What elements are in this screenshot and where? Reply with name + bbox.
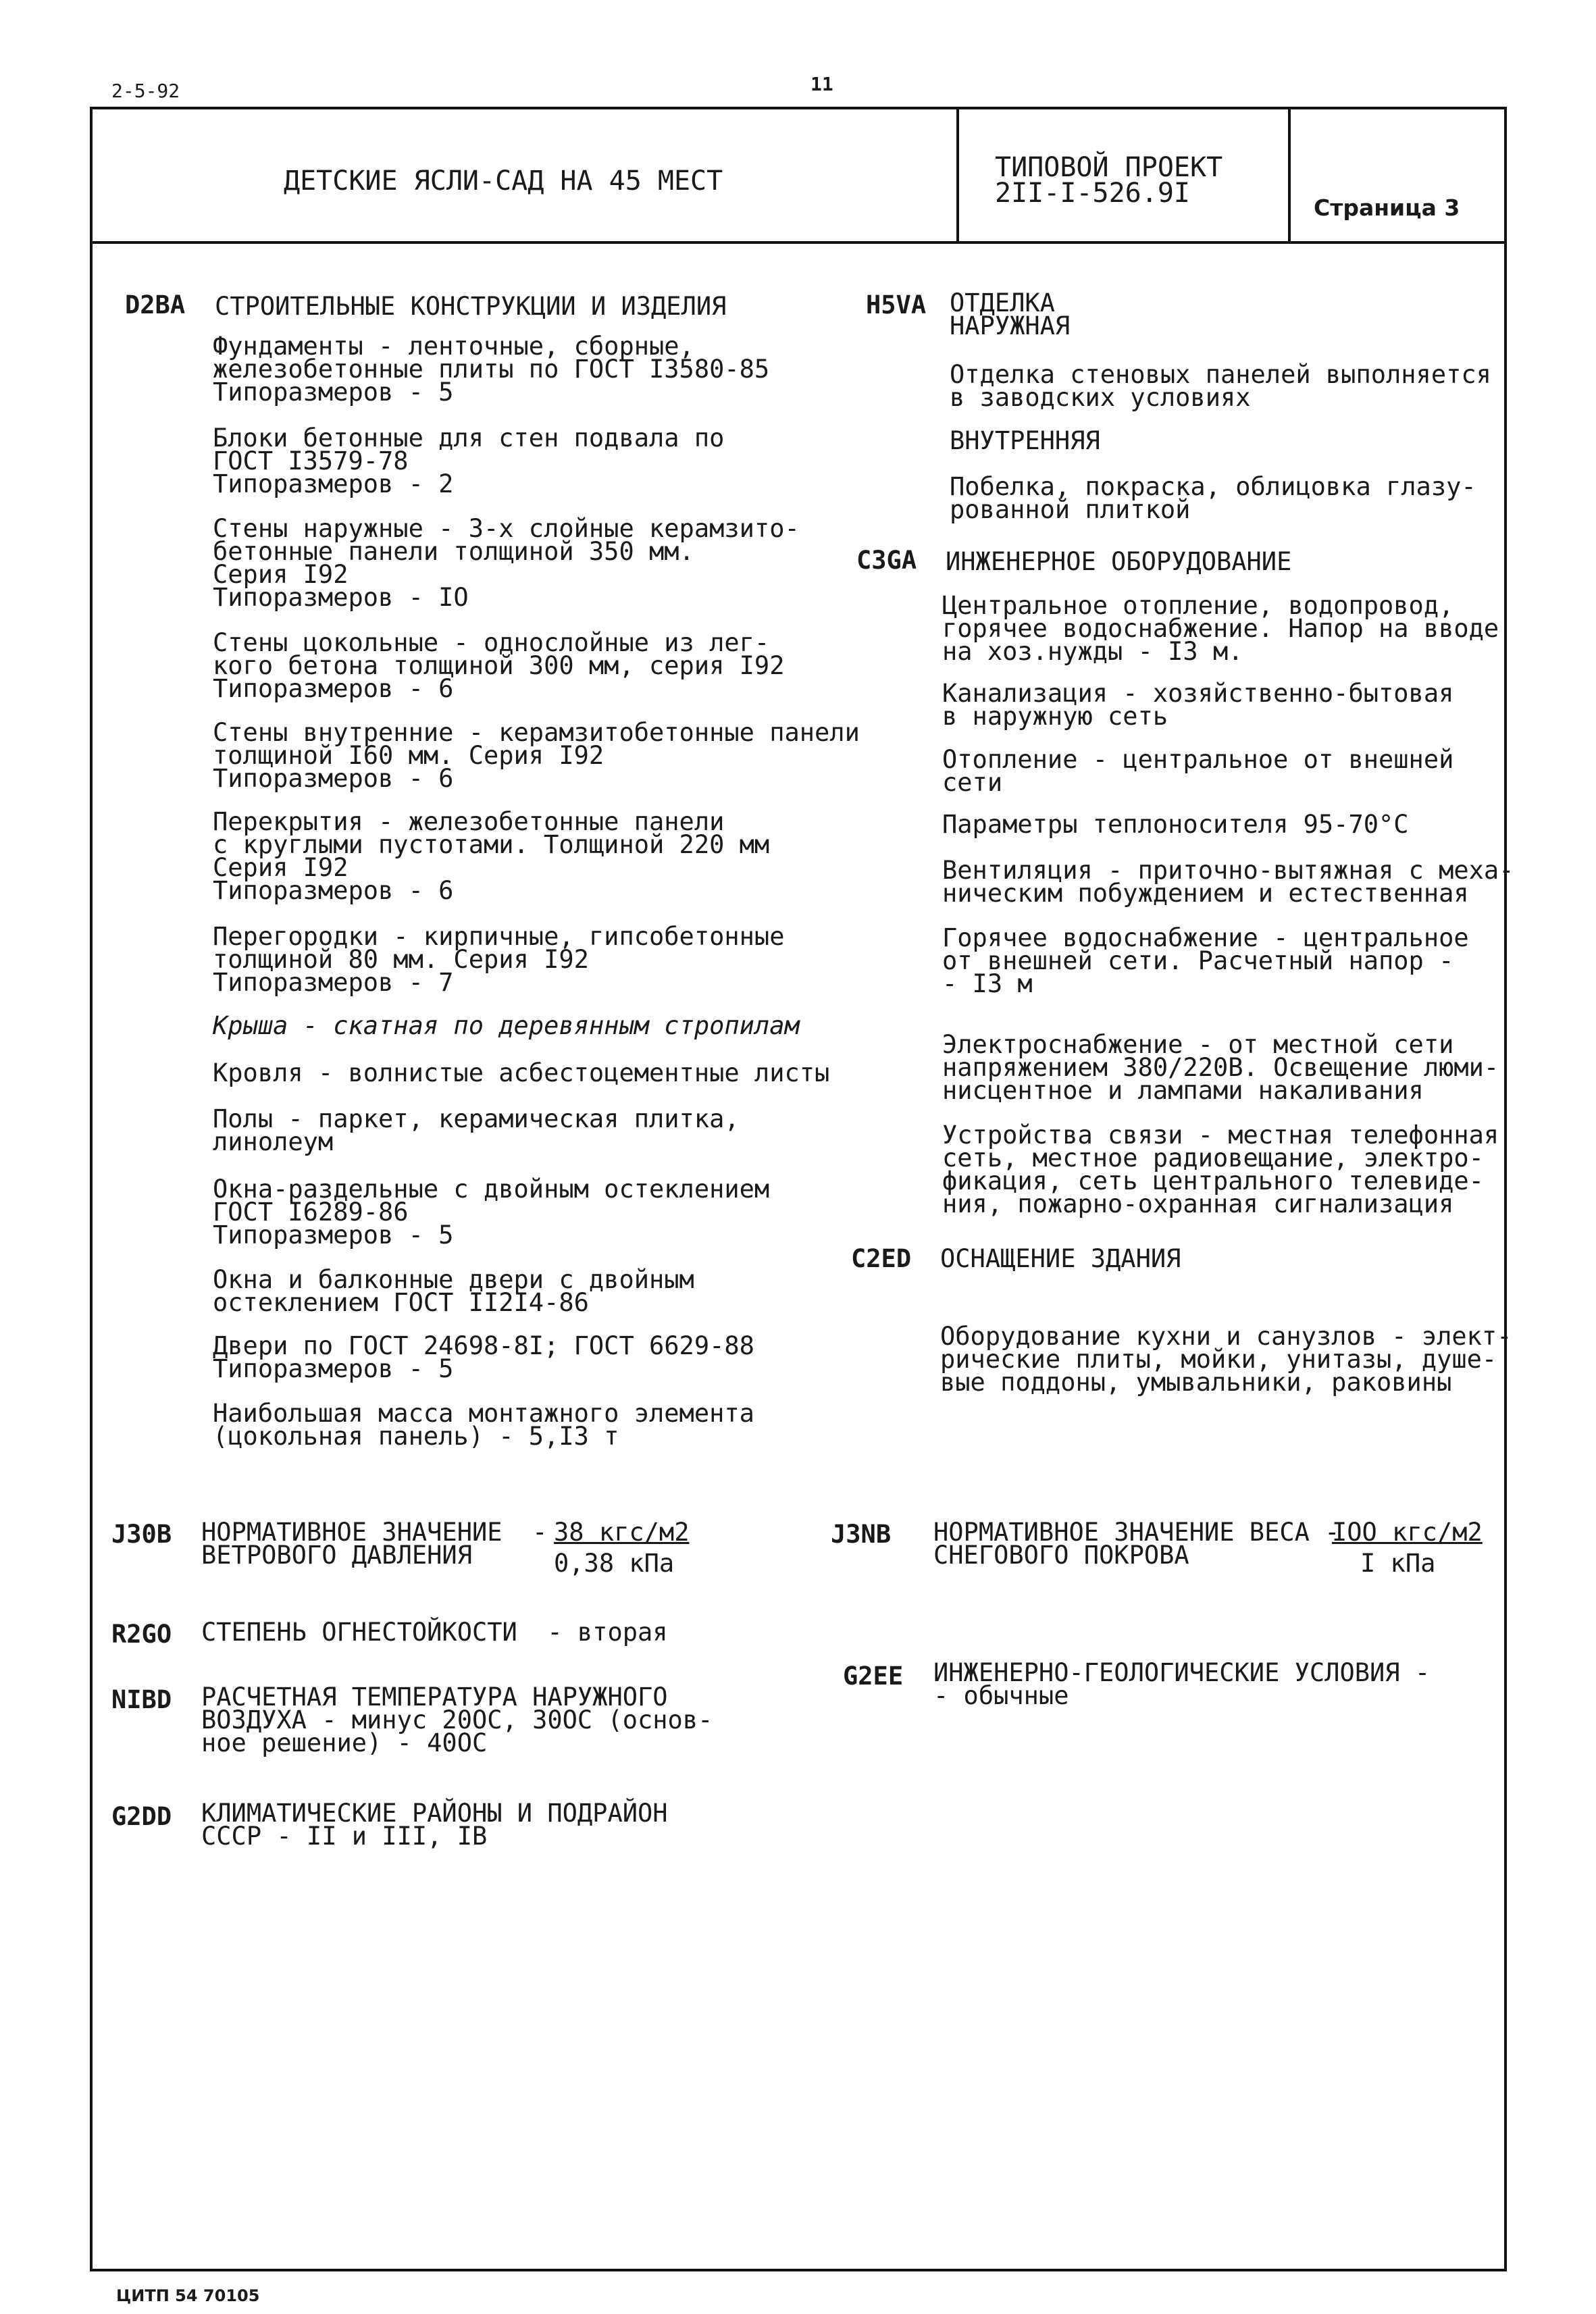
construction-item: Перекрытия - железобетонные панели с круглыми пустотами. Толщиной 220 мм Серия I92 Типоразмеров - 6 <box>213 807 770 905</box>
temperature-label: РАСЧЕТНАЯ ТЕМПЕРАТУРА НАРУЖНОГО ВОЗДУХА - минус 20ОС, 30ОС (основ- ное решение) - 40ОС <box>201 1682 713 1757</box>
engineering-item: Центральное отопление, водопровод, горячее водоснабжение. Напор на вводе на хоз.нужды - I3 м. <box>942 591 1499 666</box>
construction-item: Стены наружные - 3-х слойные керамзито- бетонные панели толщиной 350 мм. Серия I92 Типоразмеров - IO <box>213 514 800 612</box>
climate-code: G2DD <box>111 1802 172 1831</box>
engineering-item: Параметры теплоносителя 95-70°C <box>942 810 1409 839</box>
header-separator <box>1288 107 1291 244</box>
engineering-title: ИНЖЕНЕРНОЕ ОБОРУДОВАНИЕ <box>946 547 1292 576</box>
snow-value-kgs: IOO кгс/м2 <box>1332 1518 1483 1547</box>
construction-item: Окна и балконные двери с двойным остеклением ГОСТ II2I4-86 <box>213 1265 694 1317</box>
finish-interior-title: ВНУТРЕННЯЯ <box>950 426 1100 455</box>
snow-value-kpa: I кПа <box>1360 1549 1436 1578</box>
construction-item: Стены внутренние - керамзитобетонные панели толщиной I60 мм. Серия I92 Типоразмеров - 6 <box>213 718 860 793</box>
construction-item: Наибольшая масса монтажного элемента (цокольная панель) - 5,I3 т <box>213 1399 754 1451</box>
page-label: Страница 3 <box>1314 195 1460 221</box>
document-title: ДЕТСКИЕ ЯСЛИ-САД НА 45 МЕСТ <box>284 165 723 197</box>
section-title: СТРОИТЕЛЬНЫЕ КОНСТРУКЦИИ И ИЗДЕЛИЯ <box>215 292 727 321</box>
engineering-code: C3GA <box>856 546 917 575</box>
construction-item: Двери по ГОСТ 24698-8I; ГОСТ 6629-88 Типоразмеров - 5 <box>213 1331 754 1383</box>
construction-item: Кровля - волнистые асбестоцементные листы <box>213 1058 830 1087</box>
finish-interior-text: Побелка, покраска, облицовка глазу- рованной плиткой <box>950 472 1476 524</box>
page-number-top: 11 <box>810 73 833 95</box>
equipment-text: Оборудование кухни и санузлов - элект- рические плиты, мойки, унитазы, душе- вые поддоны, умывальники, раковины <box>940 1322 1512 1397</box>
construction-item: Перегородки - кирпичные, гипсобетонные толщиной 80 мм. Серия I92 Типоразмеров - 7 <box>213 922 785 997</box>
engineering-item: Вентиляция - приточно-вытяжная с меха- ническим побуждением и естественная <box>942 856 1514 908</box>
construction-item: Окна-раздельные с двойным остеклением ГОСТ I6289-86 Типоразмеров - 5 <box>213 1175 770 1250</box>
snow-code: J3NB <box>831 1520 892 1549</box>
wind-value-kgs: 38 кгс/м2 <box>554 1518 690 1547</box>
wind-code: J30B <box>111 1520 172 1549</box>
construction-item: Стены цокольные - однослойные из лег- кого бетона толщиной 300 мм, серия I92 Типоразмеров - 6 <box>213 628 785 703</box>
wind-label: НОРМАТИВНОЕ ЗНАЧЕНИЕ - ВЕТРОВОГО ДАВЛЕНИЯ <box>201 1518 548 1570</box>
project-label: ТИПОВОЙ ПРОЕКТ <box>995 152 1223 183</box>
engineering-item: Канализация - хозяйственно-бытовая в наружную сеть <box>942 679 1454 731</box>
geology-label: ИНЖЕНЕРНО-ГЕОЛОГИЧЕСКИЕ УСЛОВИЯ - - обычные <box>933 1658 1431 1710</box>
snow-label: НОРМАТИВНОЕ ЗНАЧЕНИЕ ВЕСА - СНЕГОВОГО ПОКРОВА <box>933 1518 1340 1570</box>
footer-stamp: ЦИТП 54 70105 <box>116 2286 260 2305</box>
climate-label: КЛИМАТИЧЕСКИЕ РАЙОНЫ И ПОДРАЙОН СССР - II и III, IВ <box>201 1799 668 1851</box>
fire-label: СТЕПЕНЬ ОГНЕСТОЙКОСТИ - вторая <box>201 1618 668 1647</box>
corner-code: 2-5-92 <box>111 80 180 102</box>
equipment-title: ОСНАЩЕНИЕ ЗДАНИЯ <box>940 1244 1181 1273</box>
finish-exterior-text: Отделка стеновых панелей выполняется в заводских условиях <box>950 360 1491 412</box>
engineering-item: Горячее водоснабжение - центральное от внешней сети. Расчетный напор - - I3 м <box>942 923 1469 998</box>
fire-code: R2GO <box>111 1620 172 1649</box>
geology-code: G2EE <box>843 1662 904 1691</box>
header-divider <box>90 241 1507 244</box>
section-code: D2BA <box>125 290 186 319</box>
project-number: 2II-I-526.9I <box>995 178 1190 209</box>
engineering-item: Электроснабжение - от местной сети напряжением 380/220В. Освещение люми- нисцентное и лампами накаливания <box>942 1030 1499 1105</box>
finish-code: H5VA <box>866 290 927 319</box>
construction-item: Крыша - скатная по деревянным стропилам <box>213 1011 800 1040</box>
header-separator <box>956 107 959 244</box>
engineering-item: Устройства связи - местная телефонная сеть, местное радиовещание, электро- фикация, сеть центрального телевиде- ния, пожарно-охранная сигнализация <box>942 1121 1499 1218</box>
wind-value-kpa: 0,38 кПа <box>554 1549 675 1578</box>
construction-item: Фундаменты - ленточные, сборные, железобетонные плиты по ГОСТ I3580-85 Типоразмеров - 5 <box>213 332 770 407</box>
construction-item: Блоки бетонные для стен подвала по ГОСТ I3579-78 Типоразмеров - 2 <box>213 423 725 498</box>
temperature-code: NIBD <box>111 1685 172 1714</box>
finish-title: ОТДЕЛКА НАРУЖНАЯ <box>950 288 1071 340</box>
engineering-item: Отопление - центральное от внешней сети <box>942 745 1454 797</box>
construction-item: Полы - паркет, керамическая плитка, линолеум <box>213 1104 740 1156</box>
equipment-code: C2ED <box>851 1244 912 1273</box>
